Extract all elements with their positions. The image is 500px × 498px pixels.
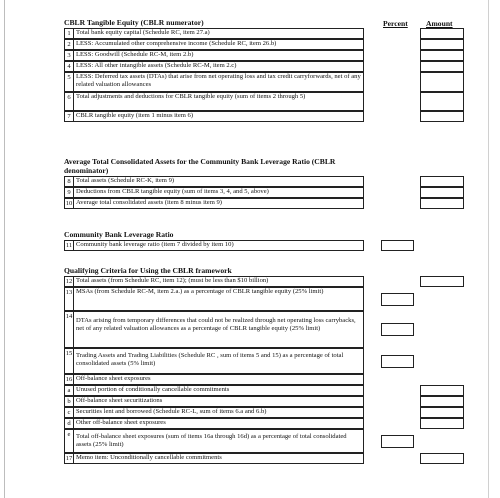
section-title-criteria: Qualifying Criteria for Using the CBLR framework bbox=[64, 266, 232, 275]
line-description: MSAs (from Schedule RC-M, item 2.a.) as a percentage of CBLR tangible equity (25% limit) bbox=[73, 287, 364, 311]
line-number: b bbox=[64, 396, 73, 407]
line-number: 4 bbox=[64, 61, 73, 72]
amount-input-2[interactable] bbox=[420, 39, 464, 50]
line-number: e bbox=[64, 429, 73, 453]
form-row bbox=[64, 374, 364, 385]
amount-input-7[interactable] bbox=[420, 111, 464, 122]
form-row bbox=[64, 50, 364, 61]
line-number: 12 bbox=[65, 278, 73, 285]
form-row bbox=[64, 72, 364, 92]
line-description: Off-balance sheet exposures bbox=[73, 374, 364, 385]
line-description: DTAs arising from temporary differences that could not be realized through net operating loss carrybacks, net of any related valuation allowances as a percentage of CBLR tangible equity (25% limit) bbox=[73, 311, 364, 348]
line-number: 2 bbox=[64, 39, 73, 50]
line-description: Total off-balance sheet exposures (sum of items 16a through 16d) as a percentage of total consolidated assets (25% limit) bbox=[73, 429, 364, 453]
form-row bbox=[64, 287, 364, 311]
line-number: 9 bbox=[64, 187, 73, 198]
form-row bbox=[64, 198, 364, 209]
line-number: d bbox=[64, 418, 73, 429]
line-description: Total assets (from Schedule RC, item 12); (must be less than $10 billion) bbox=[73, 276, 364, 287]
line-description: Total assets (Schedule RC-K, item 9) bbox=[73, 176, 364, 187]
line-description: Off-balance sheet securitizations bbox=[73, 396, 364, 407]
line-description: Community bank leverage ratio (item 7 divided by item 10) bbox=[73, 240, 364, 251]
line-description: LESS: Deferred tax assets (DTAs) that arise from net operating loss and tax credit carryforwards, net of any related valuation allowances bbox=[73, 72, 364, 92]
form-row bbox=[64, 429, 364, 453]
amount-input-16a[interactable] bbox=[420, 385, 464, 396]
line-number: 14 bbox=[64, 311, 73, 348]
line-description: Other off-balance sheet exposures bbox=[73, 418, 364, 429]
amount-input-6[interactable] bbox=[420, 92, 464, 111]
percent-input-16e[interactable] bbox=[381, 435, 414, 448]
form-row bbox=[64, 187, 364, 198]
form-row bbox=[64, 240, 364, 251]
percent-input-13[interactable] bbox=[381, 293, 414, 306]
line-description: Total bank equity capital (Schedule RC, item 27.a) bbox=[73, 28, 364, 39]
line-number: 3 bbox=[64, 50, 73, 61]
line-description: LESS: All other intangible assets (Schedule RC-M, item 2.c) bbox=[73, 61, 364, 72]
percent-input-14[interactable] bbox=[381, 323, 414, 336]
line-number: 6 bbox=[64, 92, 73, 111]
line-description: Memo item: Unconditionally cancellable commitments bbox=[73, 453, 364, 464]
line-number: 1 bbox=[64, 28, 73, 39]
form-row bbox=[64, 453, 364, 464]
section-title-numerator: CBLR Tangible Equity (CBLR numerator) bbox=[64, 18, 204, 27]
form-row bbox=[64, 385, 364, 396]
line-description: Unused portion of conditionally cancellable commitments bbox=[73, 385, 364, 396]
amount-input-9[interactable] bbox=[420, 187, 464, 198]
form-row bbox=[64, 39, 364, 50]
amount-input-10[interactable] bbox=[420, 198, 464, 209]
line-number: 8 bbox=[64, 176, 73, 187]
line-description: Trading Assets and Trading Liabilities (Schedule RC , sum of items 5 and 15) as a percentage of total consolidated assets (5% limit) bbox=[73, 348, 364, 374]
amount-input-16d[interactable] bbox=[420, 418, 464, 429]
form-row bbox=[64, 111, 364, 122]
amount-input-16c[interactable] bbox=[420, 407, 464, 418]
amount-input-16b[interactable] bbox=[420, 396, 464, 407]
line-number: 7 bbox=[64, 111, 73, 122]
form-row bbox=[64, 407, 364, 418]
form-row bbox=[64, 276, 364, 287]
line-description: Average total consolidated assets (item 8 minus item 9) bbox=[73, 198, 364, 209]
form-row bbox=[64, 28, 364, 39]
form-row bbox=[64, 61, 364, 72]
line-description: Securities lent and borrowed (Schedule RC-L, sum of items 6.a and 6.b) bbox=[73, 407, 364, 418]
line-number: 5 bbox=[64, 72, 73, 92]
line-description: Total adjustments and deductions for CBLR tangible equity (sum of items 2 through 5) bbox=[73, 92, 364, 111]
amount-input-12[interactable] bbox=[420, 276, 464, 287]
form-row bbox=[64, 348, 364, 374]
form-row bbox=[64, 418, 364, 429]
percent-input-11[interactable] bbox=[381, 240, 414, 251]
amount-input-17[interactable] bbox=[420, 453, 464, 464]
line-number: 13 bbox=[64, 287, 73, 311]
left-margin-line bbox=[4, 0, 5, 498]
line-number: a bbox=[64, 385, 73, 396]
amount-input-8[interactable] bbox=[420, 176, 464, 187]
line-number: 17 bbox=[65, 455, 73, 462]
amount-input-4[interactable] bbox=[420, 61, 464, 72]
amount-input-3[interactable] bbox=[420, 50, 464, 61]
form-row bbox=[64, 311, 364, 348]
amount-column-header: Amount bbox=[426, 19, 453, 28]
percent-column-header: Percent bbox=[383, 19, 408, 28]
form-row bbox=[64, 92, 364, 111]
section-title-ratio: Community Bank Leverage Ratio bbox=[64, 230, 174, 239]
line-description: CBLR tangible equity (item 1 minus item 6) bbox=[73, 111, 364, 122]
line-description: Deductions from CBLR tangible equity (sum of items 3, 4, and 5, above) bbox=[73, 187, 364, 198]
amount-input-5[interactable] bbox=[420, 72, 464, 92]
line-number: 15 bbox=[64, 348, 73, 374]
line-number: 11 bbox=[65, 242, 73, 249]
form-row bbox=[64, 176, 364, 187]
percent-input-15[interactable] bbox=[381, 355, 414, 368]
line-number: 10 bbox=[65, 200, 73, 207]
right-margin-line bbox=[488, 0, 489, 498]
form-row bbox=[64, 396, 364, 407]
section-title-denominator: Average Total Consolidated Assets for the Community Bank Leverage Ratio (CBLR denominator) bbox=[64, 157, 336, 175]
line-number: c bbox=[64, 407, 73, 418]
amount-input-1[interactable] bbox=[420, 28, 464, 39]
line-description: LESS: Accumulated other comprehensive income (Schedule RC, item 26.b) bbox=[73, 39, 364, 50]
line-description: LESS: Goodwill (Schedule RC-M, item 2.b) bbox=[73, 50, 364, 61]
line-number: 16 bbox=[65, 376, 73, 383]
